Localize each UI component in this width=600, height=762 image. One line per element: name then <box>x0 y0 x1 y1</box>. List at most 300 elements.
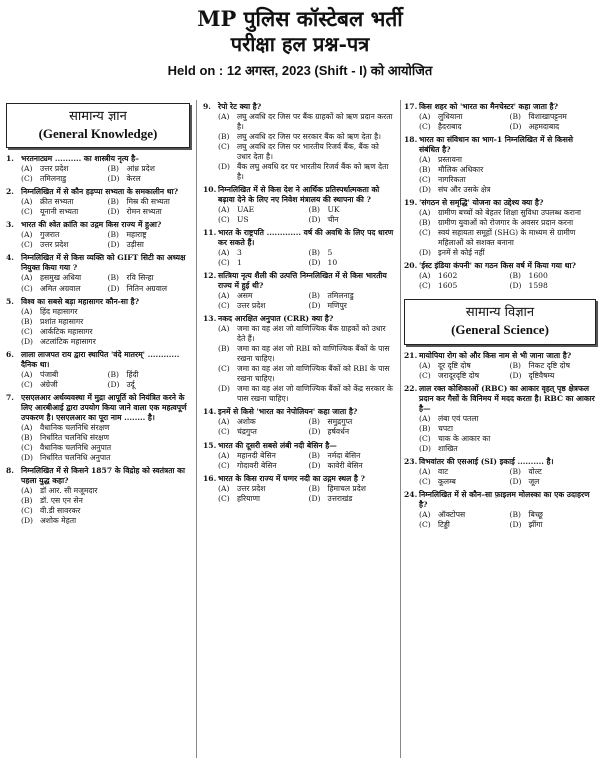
answer-option <box>218 162 395 182</box>
answer-option <box>309 461 396 471</box>
option-letter: (B) <box>419 423 431 433</box>
option-text: कूलम्ब <box>438 476 456 486</box>
question-stem <box>6 253 190 273</box>
question-stem <box>203 474 395 484</box>
page-title: MP पुलिस कॉस्टेबल भर्ती <box>197 6 403 31</box>
option-letter: (D) <box>21 515 34 525</box>
question <box>203 102 395 182</box>
question-text: निम्नलिखित में से किस व्यक्ति को GIFT सिटी का अध्यक्ष नियुक्त किया गया ? <box>21 253 186 273</box>
question-text: लाला लाजपत राय द्वारा स्थापित 'वंदे मातरम्' ............ दैनिक था। <box>21 349 180 369</box>
question <box>6 187 190 217</box>
option-text: विशाखापट्टनम <box>528 112 567 122</box>
option-text: इनमें से कोई नहीं <box>438 248 485 258</box>
option-letter: (B) <box>509 271 522 281</box>
option-text: 1600 <box>528 271 548 281</box>
option-text: चीन <box>327 215 339 225</box>
answer-option <box>419 371 506 381</box>
option-letter: (D) <box>419 248 432 258</box>
answer-option <box>309 484 396 494</box>
question-number: 9. <box>203 102 211 111</box>
column-divider <box>196 100 197 758</box>
answer-options <box>203 451 395 471</box>
option-text: गुजरात <box>40 230 60 240</box>
option-letter: (C) <box>218 142 230 152</box>
answer-option <box>218 484 305 494</box>
option-letter: (D) <box>509 476 522 486</box>
question <box>404 198 596 258</box>
answer-option <box>218 205 305 215</box>
answer-option <box>309 427 396 437</box>
option-text: निकट दृष्टि दोष <box>528 360 570 370</box>
option-text: वैधानिक चलनिधि अनुपात <box>40 442 112 452</box>
answer-option <box>309 258 396 268</box>
answer-options <box>203 291 395 311</box>
option-text: UAE <box>237 205 255 215</box>
option-text: अटलांटिक महासागर <box>40 336 96 346</box>
question-number: 3. <box>6 220 14 230</box>
option-letter: (C) <box>218 301 230 311</box>
answer-option <box>218 494 305 504</box>
answer-options <box>404 361 596 381</box>
exam-date: Held on : 12 अगस्त, 2023 (Shift - I) को आयोजित <box>167 63 433 79</box>
answer-option <box>108 380 191 390</box>
option-text: जरादूरदृष्टि दोष <box>438 370 480 380</box>
option-letter: (A) <box>419 112 431 122</box>
answer-option <box>510 281 597 291</box>
answer-option <box>21 273 104 283</box>
option-letter: (C) <box>21 240 33 250</box>
option-text: तमिलनाडु <box>40 174 67 184</box>
question <box>6 253 190 293</box>
question-text: भारत के किस राज्य में घग्गर नदी का उद्गम स्थल है ? <box>218 473 365 483</box>
question-text: 'संगठन से समृद्धि' योजना का उद्देश्य क्या है? <box>419 198 544 208</box>
answer-options <box>6 307 190 347</box>
option-text: संघ और उसके क्षेत्र <box>438 185 491 195</box>
answer-option <box>419 281 506 291</box>
option-letter: (D) <box>218 384 231 394</box>
answer-option <box>218 461 305 471</box>
answer-options <box>6 164 190 184</box>
option-letter: (C) <box>419 519 431 529</box>
answer-option <box>21 307 190 317</box>
option-letter: (B) <box>218 132 230 142</box>
option-text: दृष्टिवैषम्य <box>528 370 555 380</box>
option-letter: (C) <box>21 379 33 389</box>
option-text: वोल्ट <box>528 466 542 476</box>
answer-option <box>419 444 596 454</box>
column-1 <box>6 102 190 529</box>
question <box>203 474 395 504</box>
page-header <box>0 6 600 79</box>
option-letter: (A) <box>21 197 33 207</box>
question-number: 1. <box>6 154 14 164</box>
option-text: निर्धारित चलनिधि अनुपात <box>40 452 111 462</box>
option-letter: (A) <box>419 413 431 423</box>
question-text: निम्नलिखित में से कौन–सा फ़ाइलम मोलस्का का एक उदाहरण है? <box>419 489 590 509</box>
option-text: UK <box>327 205 340 215</box>
option-letter: (A) <box>21 230 33 240</box>
option-text: नितिन अग्रवाल <box>126 283 168 293</box>
option-letter: (D) <box>308 427 321 437</box>
question-number: 13. <box>203 314 217 324</box>
answer-option <box>21 174 104 184</box>
option-text: चंद्रगुप्त <box>237 427 257 437</box>
answer-options <box>6 197 190 217</box>
option-letter: (C) <box>419 433 431 443</box>
section-heading-hindi: सामान्य ज्ञान <box>69 109 127 124</box>
option-text: उत्तर प्रदेश <box>40 240 69 250</box>
answer-options <box>203 112 395 182</box>
option-letter: (A) <box>21 273 33 283</box>
option-text: 1602 <box>438 271 458 281</box>
answer-option <box>309 451 396 461</box>
question-number: 15. <box>203 440 217 450</box>
option-letter: (C) <box>419 175 431 185</box>
option-text: वाट <box>438 466 449 476</box>
option-letter: (A) <box>21 306 33 316</box>
answer-options <box>404 414 596 454</box>
question-number: 17. <box>404 102 418 111</box>
option-letter: (B) <box>509 360 522 370</box>
option-text: जमा का वह अंश जो वाणिज्यिक बैंकों को RBI के पास रखना चाहिए। <box>237 364 390 384</box>
question-number: 14. <box>203 407 217 417</box>
answer-option <box>419 175 596 185</box>
question-stem <box>404 490 596 510</box>
option-letter: (D) <box>308 460 321 470</box>
answer-options <box>404 510 596 530</box>
answer-option <box>108 197 191 207</box>
option-text: उत्तर प्रदेश <box>237 301 266 311</box>
question-number: 22. <box>404 383 418 393</box>
option-text: लघु अवधि दर जिस पर भारतीय रिजर्व बैंक, बैंक को उधार देता है। <box>237 142 379 162</box>
answer-option <box>21 486 190 496</box>
answer-option <box>419 185 596 195</box>
question-stem <box>6 220 190 230</box>
question <box>404 384 596 454</box>
question-text: भारत के राष्ट्रपति ............. वर्ष की अवधि के लिए पद धारण कर सकते हैं। <box>218 228 394 248</box>
option-letter: (C) <box>419 281 431 291</box>
option-letter: (B) <box>21 316 33 326</box>
answer-option <box>218 344 395 364</box>
question-number: 24. <box>404 489 418 499</box>
option-text: अशोक <box>237 417 256 427</box>
option-text: प्रस्तावना <box>438 155 462 165</box>
option-text: लघु अवधि दर जिस पर सरकार बैंक को ऋण देता है। <box>237 132 382 142</box>
answer-option <box>21 423 190 433</box>
option-text: चाक के आकार का <box>438 433 491 443</box>
answer-option <box>108 284 191 294</box>
option-text: जमा का वह अंश जो RBI को वाणिज्यिक बैंकों के पास रखना चाहिए। <box>237 344 390 364</box>
option-text: जमा का वह अंश जो वाणिज्यिक बैंक ग्राहकों को उधार देते हैं। <box>237 324 386 344</box>
question <box>404 102 596 132</box>
question-text: विभवांतर की एसआई (SI) इकाई .......... है। <box>419 456 554 466</box>
option-letter: (A) <box>218 248 230 258</box>
answer-option <box>218 142 395 162</box>
option-text: वी.डी सावरकर <box>40 505 81 515</box>
option-text: उत्तर प्रदेश <box>40 164 69 174</box>
question-number: 2. <box>6 187 14 197</box>
option-text: क्रीत सभ्यता <box>40 197 74 207</box>
question-text: लाल रक्त कोशिकाओं (RBC) का आकार वृहत् पृष्ठ क्षेत्रफल प्रदान कर गैसों के विनिमय में मदद करता है। RBC का आकार है— <box>419 383 595 413</box>
answer-option <box>309 417 396 427</box>
option-text: महाराष्ट्र <box>126 230 147 240</box>
answer-option <box>510 361 597 371</box>
option-letter: (B) <box>509 466 522 476</box>
answer-option <box>419 165 596 175</box>
option-text: 1 <box>237 258 242 268</box>
option-letter: (A) <box>419 208 431 218</box>
option-letter: (A) <box>419 466 431 476</box>
answer-option <box>21 337 190 347</box>
answer-option <box>309 291 396 301</box>
option-letter: (A) <box>21 422 33 432</box>
option-text: निर्धारित चलनिधि संरक्षण <box>40 432 110 442</box>
option-letter: (B) <box>419 218 431 228</box>
answer-options <box>6 486 190 526</box>
question-text: भारत की श्वेत क्रांति का उद्गम किस राज्य में हुआ? <box>21 220 162 230</box>
question-stem <box>6 393 190 423</box>
answer-options <box>404 208 596 258</box>
option-text: डॉ आर. सी मजूमदार <box>40 485 98 495</box>
option-letter: (B) <box>308 483 321 493</box>
question-text: भारत की दूसरी सबसे लंबी नदी बेसिन है— <box>218 440 337 450</box>
answer-option <box>419 155 596 165</box>
option-text: 1605 <box>438 281 458 291</box>
question-number: 16. <box>203 473 217 483</box>
answer-option <box>218 132 395 142</box>
option-text: जूल <box>528 476 540 486</box>
question-text: निम्नलिखित में से किसने 1857 के विद्रोह को स्वतंत्रता का पहला युद्ध कहा? <box>21 465 185 485</box>
answer-option <box>510 112 597 122</box>
option-text: महानदी बेसिन <box>237 450 276 460</box>
option-text: ऑक्टोपस <box>438 509 466 519</box>
answer-options <box>203 417 395 437</box>
answer-option <box>309 494 396 504</box>
question <box>404 135 596 195</box>
answer-option <box>218 451 305 461</box>
answer-option <box>108 230 191 240</box>
answer-option <box>419 477 506 487</box>
option-letter: (C) <box>21 442 33 452</box>
answer-option <box>218 291 305 301</box>
question-number: 10. <box>203 185 217 195</box>
option-letter: (A) <box>218 417 230 427</box>
option-letter: (D) <box>509 370 522 380</box>
option-text: प्रशांत महासागर <box>40 316 84 326</box>
option-text: यूनानी सभ्यता <box>40 207 79 217</box>
question-text: विश्व का सबसे बड़ा महासागर कौन-सा है? <box>21 296 140 306</box>
option-letter: (B) <box>308 450 321 460</box>
answer-option <box>108 174 191 184</box>
question-stem <box>6 187 190 197</box>
answer-option <box>21 443 190 453</box>
option-letter: (D) <box>419 185 432 195</box>
option-letter: (B) <box>308 248 321 258</box>
option-letter: (C) <box>21 174 33 184</box>
question-text: निम्नलिखित में से कौन हड़प्पा सभ्यता के समकालीन था? <box>21 187 179 197</box>
answer-option <box>419 434 596 444</box>
option-letter: (C) <box>218 427 230 437</box>
option-letter: (B) <box>419 165 431 175</box>
question <box>404 261 596 291</box>
option-letter: (D) <box>107 207 120 217</box>
option-letter: (C) <box>21 283 33 293</box>
option-text: लंबा एवं पतला <box>438 413 479 423</box>
option-text: रवि सिन्हा <box>126 273 154 283</box>
question-text: सत्त्रिया नृत्य शैली की उत्पत्ति निम्नलिखित में से किस भारतीय राज्य में हुई थी? <box>218 271 387 291</box>
option-letter: (B) <box>21 495 33 505</box>
answer-option <box>21 370 104 380</box>
question-number: 6. <box>6 349 14 359</box>
answer-option <box>21 516 190 526</box>
column-2 <box>203 102 395 507</box>
option-letter: (C) <box>419 122 431 132</box>
option-text: ग्रामीण बच्चों को बेहतर शिक्षा सुविधा उपलब्ध कराना <box>438 208 581 218</box>
option-letter: (D) <box>107 283 120 293</box>
answer-option <box>510 520 597 530</box>
question <box>203 271 395 311</box>
question-number: 20. <box>404 261 418 271</box>
question-stem <box>203 441 395 451</box>
section-heading-general-science <box>404 299 596 344</box>
answer-options <box>6 423 190 463</box>
option-text: डॉ. एस एन सेन <box>40 495 83 505</box>
option-letter: (D) <box>218 162 231 172</box>
question <box>203 407 395 437</box>
question-number: 18. <box>404 135 418 145</box>
answer-option <box>21 327 190 337</box>
question <box>6 154 190 184</box>
answer-options <box>404 112 596 132</box>
option-letter: (B) <box>21 432 33 442</box>
answer-option <box>419 510 506 520</box>
option-letter: (D) <box>308 258 321 268</box>
question-stem <box>203 314 395 324</box>
answer-option <box>309 215 396 225</box>
option-letter: (D) <box>509 519 522 529</box>
answer-options <box>6 230 190 250</box>
section-heading-general-knowledge <box>6 103 190 148</box>
option-letter: (C) <box>419 476 431 486</box>
question-text: मायोपिया रोग को और किस नाम से भी जाना जाता है? <box>419 350 572 360</box>
answer-option <box>21 240 104 250</box>
answer-option <box>218 427 305 437</box>
question <box>6 220 190 250</box>
question-text: किस शहर को 'भारत का मैनचेस्टर' कहा जाता है? <box>419 102 559 111</box>
answer-option <box>510 477 597 487</box>
option-text: टिड्डी <box>438 519 450 529</box>
option-text: हर्षवर्धन <box>327 427 350 437</box>
option-letter: (C) <box>218 364 230 374</box>
option-letter: (C) <box>21 207 33 217</box>
answer-option <box>419 414 596 424</box>
option-letter: (C) <box>218 493 230 503</box>
answer-options <box>203 248 395 268</box>
answer-option <box>419 520 506 530</box>
section-heading-english: (General Science) <box>451 322 549 338</box>
option-letter: (D) <box>21 452 34 462</box>
question-text: रेपो रेट क्या है? <box>218 102 262 111</box>
question-stem <box>404 261 596 271</box>
answer-options <box>404 271 596 291</box>
option-letter: (A) <box>218 205 230 215</box>
question <box>203 185 395 225</box>
question-list <box>6 154 190 526</box>
option-text: स्वयं सहायता समूहों (SHG) के माध्यम से ग्रामीण महिलाओं को सशक्त बनाना <box>438 228 576 248</box>
answer-option <box>218 301 305 311</box>
option-text: 3 <box>237 248 242 258</box>
answer-option <box>419 424 596 434</box>
answer-option <box>108 370 191 380</box>
question-number: 8. <box>6 465 14 475</box>
answer-option <box>419 248 596 258</box>
option-text: उर्दू <box>126 379 135 389</box>
option-text: हरियाणा <box>237 493 260 503</box>
answer-option <box>218 112 395 132</box>
option-text: मौलिक अधिकार <box>438 165 484 175</box>
question-list <box>404 351 596 530</box>
question-text: एसएलआर अर्थव्यवस्था में मुद्रा आपूर्ति को नियंत्रित करने के लिए आरबीआई द्वारा उपयोग किया जाने वाला एक महत्वपूर्ण उपकरण है। एसएलआर का पूरा नाम ........ है। <box>21 392 187 422</box>
answer-option <box>21 506 190 516</box>
option-letter: (D) <box>509 122 522 132</box>
option-letter: (A) <box>218 112 230 122</box>
answer-options <box>203 205 395 225</box>
option-text: हिंदी <box>126 369 139 379</box>
question-stem <box>203 185 395 205</box>
answer-option <box>218 384 395 404</box>
answer-option <box>21 433 190 443</box>
question-stem <box>6 154 190 164</box>
option-letter: (A) <box>419 360 431 370</box>
option-text: हैदराबाद <box>438 122 462 132</box>
option-text: 1598 <box>528 281 548 291</box>
option-text: मिस्र की सभ्यता <box>126 197 170 207</box>
answer-options <box>6 370 190 390</box>
question-stem <box>6 350 190 370</box>
answer-option <box>510 467 597 477</box>
answer-option <box>419 122 506 132</box>
option-text: चपटा <box>438 423 453 433</box>
answer-option <box>309 301 396 311</box>
answer-option <box>21 230 104 240</box>
question-text: भरतनाट्यम .......... का शास्त्रीय नृत्य है– <box>21 154 139 164</box>
option-text: लघु अवधि दर जिस पर बैंक ग्राहकों को ऋण प्रदान करता है। <box>237 112 393 132</box>
answer-option <box>21 453 190 463</box>
answer-option <box>510 122 597 132</box>
option-text: शाखित <box>438 443 458 453</box>
question-list <box>203 102 395 504</box>
option-letter: (C) <box>21 326 33 336</box>
option-letter: (C) <box>21 505 33 515</box>
option-letter: (A) <box>21 164 33 174</box>
answer-option <box>309 248 396 258</box>
question <box>404 457 596 487</box>
question-number: 4. <box>6 253 14 263</box>
question <box>404 490 596 530</box>
option-text: उड़ीसा <box>126 240 144 250</box>
option-text: अशोक मेहता <box>40 515 77 525</box>
option-text: असम <box>237 291 253 301</box>
option-text: रोमन सभ्यता <box>126 207 162 217</box>
option-letter: (C) <box>218 258 230 268</box>
answer-options <box>203 324 395 404</box>
question-number: 5. <box>6 296 14 306</box>
answer-option <box>21 496 190 506</box>
answer-option <box>510 371 597 381</box>
question-stem <box>404 351 596 361</box>
question-stem <box>203 102 395 112</box>
option-text: आंध्र प्रदेश <box>126 164 155 174</box>
